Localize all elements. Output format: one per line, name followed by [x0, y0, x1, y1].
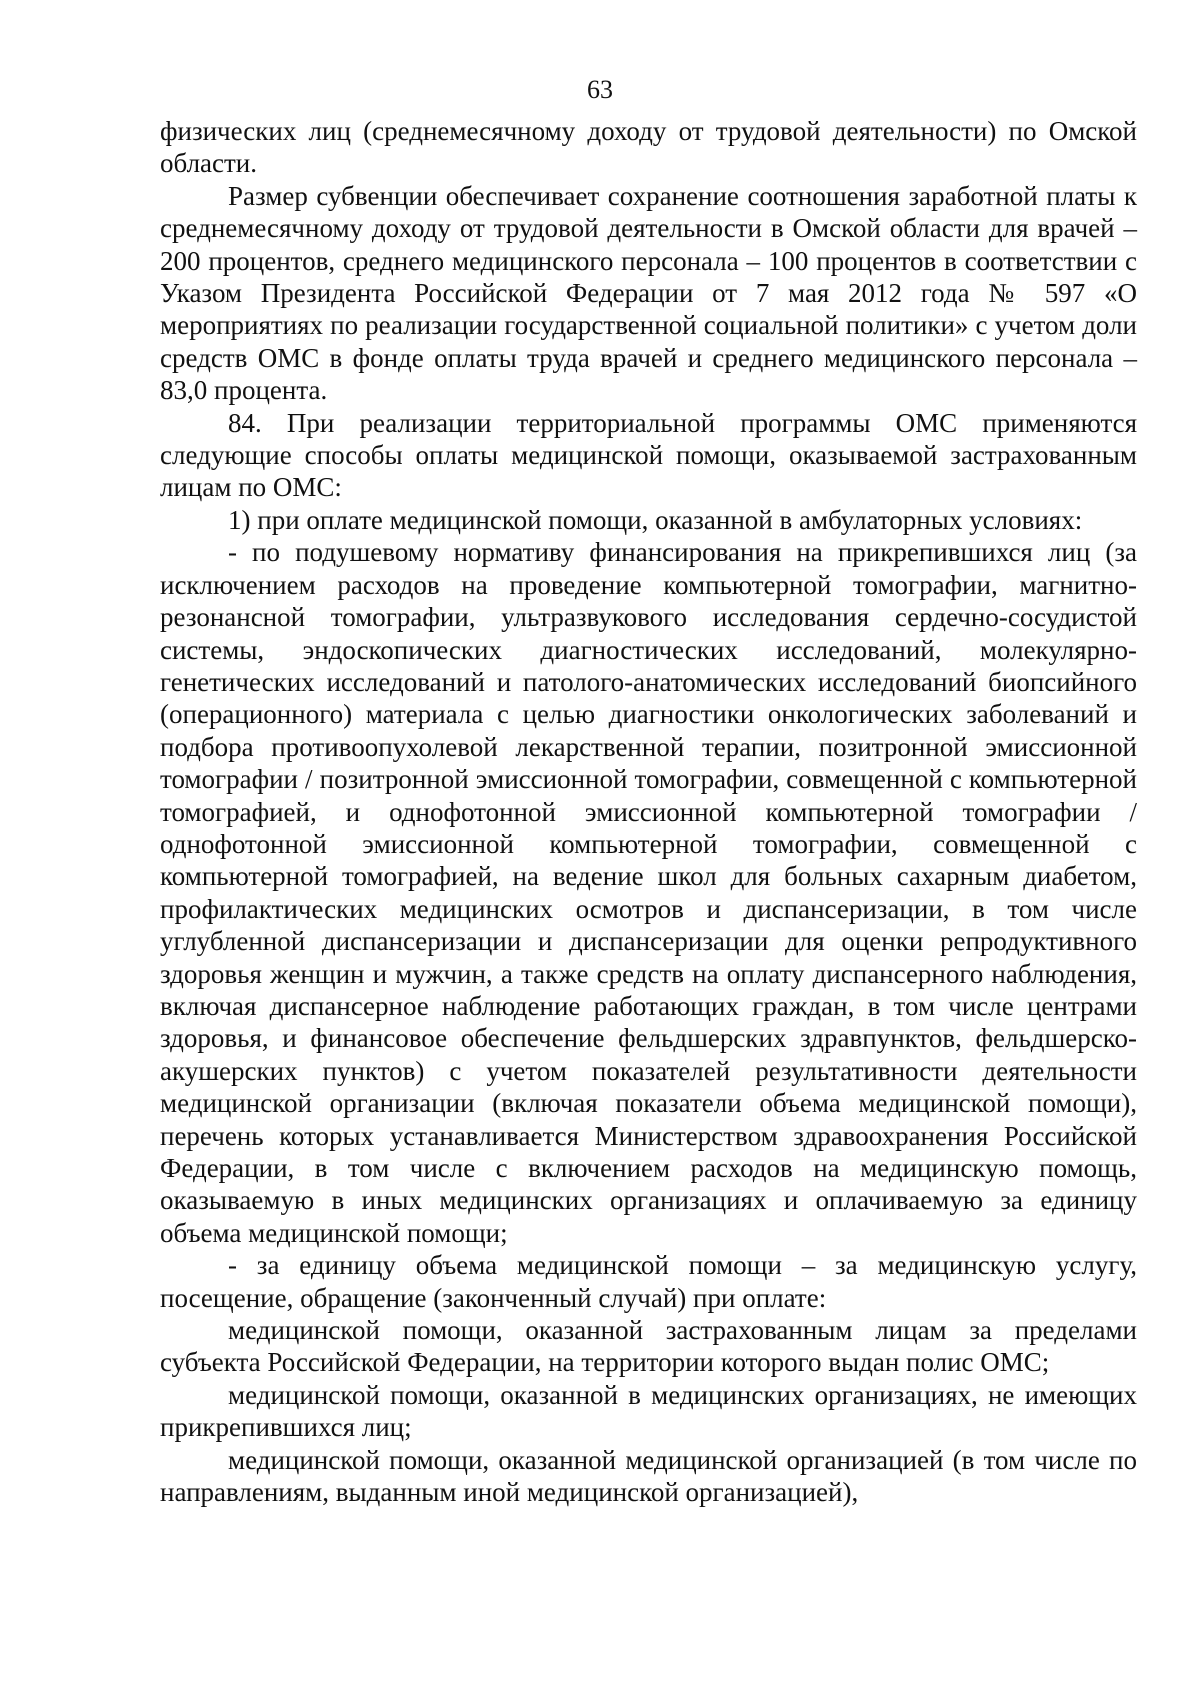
paragraph-out-of-region-care: медицинской помощи, оказанной застрахованным лицам за пределами субъекта Российской Федерации, на территории которого выдан полис ОМС; [160, 1315, 1137, 1378]
paragraph-continuation: физических лиц (среднемесячному доходу от трудовой деятельности) по Омской области. [160, 116, 1137, 179]
paragraph-per-capita-norm: - по подушевому нормативу финансирования на прикрепившихся лиц (за исключением расходов на проведение компьютерной томографии, магнитно-резонансной томографии, ультразвукового исследования сердечно-сосудистой системы, эндоскопических диагностических исследований, молекулярно-генетических исследований и патолого-анатомических исследований биопсийного (операционного) материала с целью диагностики онкологических заболеваний и подбора противоопухолевой лекарственной терапии, позитронной эмиссионной томографии / позитронной эмиссионной томографии, совмещенной с компьютерной томографией, и однофотонной эмиссионной компьютерной томографии / однофотонной эмиссионной компьютерной томографии, совмещенной с компьютерной томографией, на ведение школ для больных сахарным диабетом, профилактических медицинских осмотров и диспансеризации, в том числе углубленной диспансеризации и диспансеризации для оценки репродуктивного здоровья женщин и мужчин, а также средств на оплату диспансерного наблюдения, включая диспансерное наблюдение работающих граждан, в том числе центрами здоровья, и финансовое обеспечение фельдшерских здравпунктов, фельдшерско-акушерских пунктов) с учетом показателей результативности деятельности медицинской организации (включая показатели объема медицинской помощи), перечень которых устанавливается Министерством здравоохранения Российской Федерации, в том числе с включением расходов на медицинскую помощь, оказываемую в иных медицинских организациях и оплачиваемую за единицу объема медицинской помощи; [160, 537, 1137, 1248]
paragraph-unit-of-volume: - за единицу объема медицинской помощи – за медицинскую услугу, посещение, обращение (законченный случай) при оплате: [160, 1250, 1137, 1313]
paragraph-outpatient-payment: 1) при оплате медицинской помощи, оказанной в амбулаторных условиях: [228, 504, 1083, 535]
paragraph-no-attached-persons: медицинской помощи, оказанной в медицинских организациях, не имеющих прикрепившихся лиц; [160, 1379, 1137, 1443]
paragraph-care-by-organization: медицинской помощи, оказанной медицинской организацией (в том числе по направлениям, выданным иной медицинской организацией), [160, 1444, 1137, 1508]
paragraph-subvention-size: Размер субвенции обеспечивает сохранение соотношения заработной платы к среднемесячному доходу от трудовой деятельности в Омской области для врачей – 200 процентов, среднего медицинского персонала – 100 процентов в соответствии с Указом Президента Российской Федерации от 7 мая 2012 года № 597 «О мероприятиях по реализации государственной социальной политики» с учетом доли средств ОМС в фонде оплаты труда врачей и среднего медицинского персонала – 83,0 процента. [160, 180, 1137, 406]
paragraph-item-84: 84. При реализации территориальной программы ОМС применяются следующие способы оплаты медицинской помощи, оказываемой застрахованным лицам по ОМС: [160, 407, 1137, 503]
document-body [160, 115, 1137, 1508]
page-number: 63 [587, 75, 613, 104]
